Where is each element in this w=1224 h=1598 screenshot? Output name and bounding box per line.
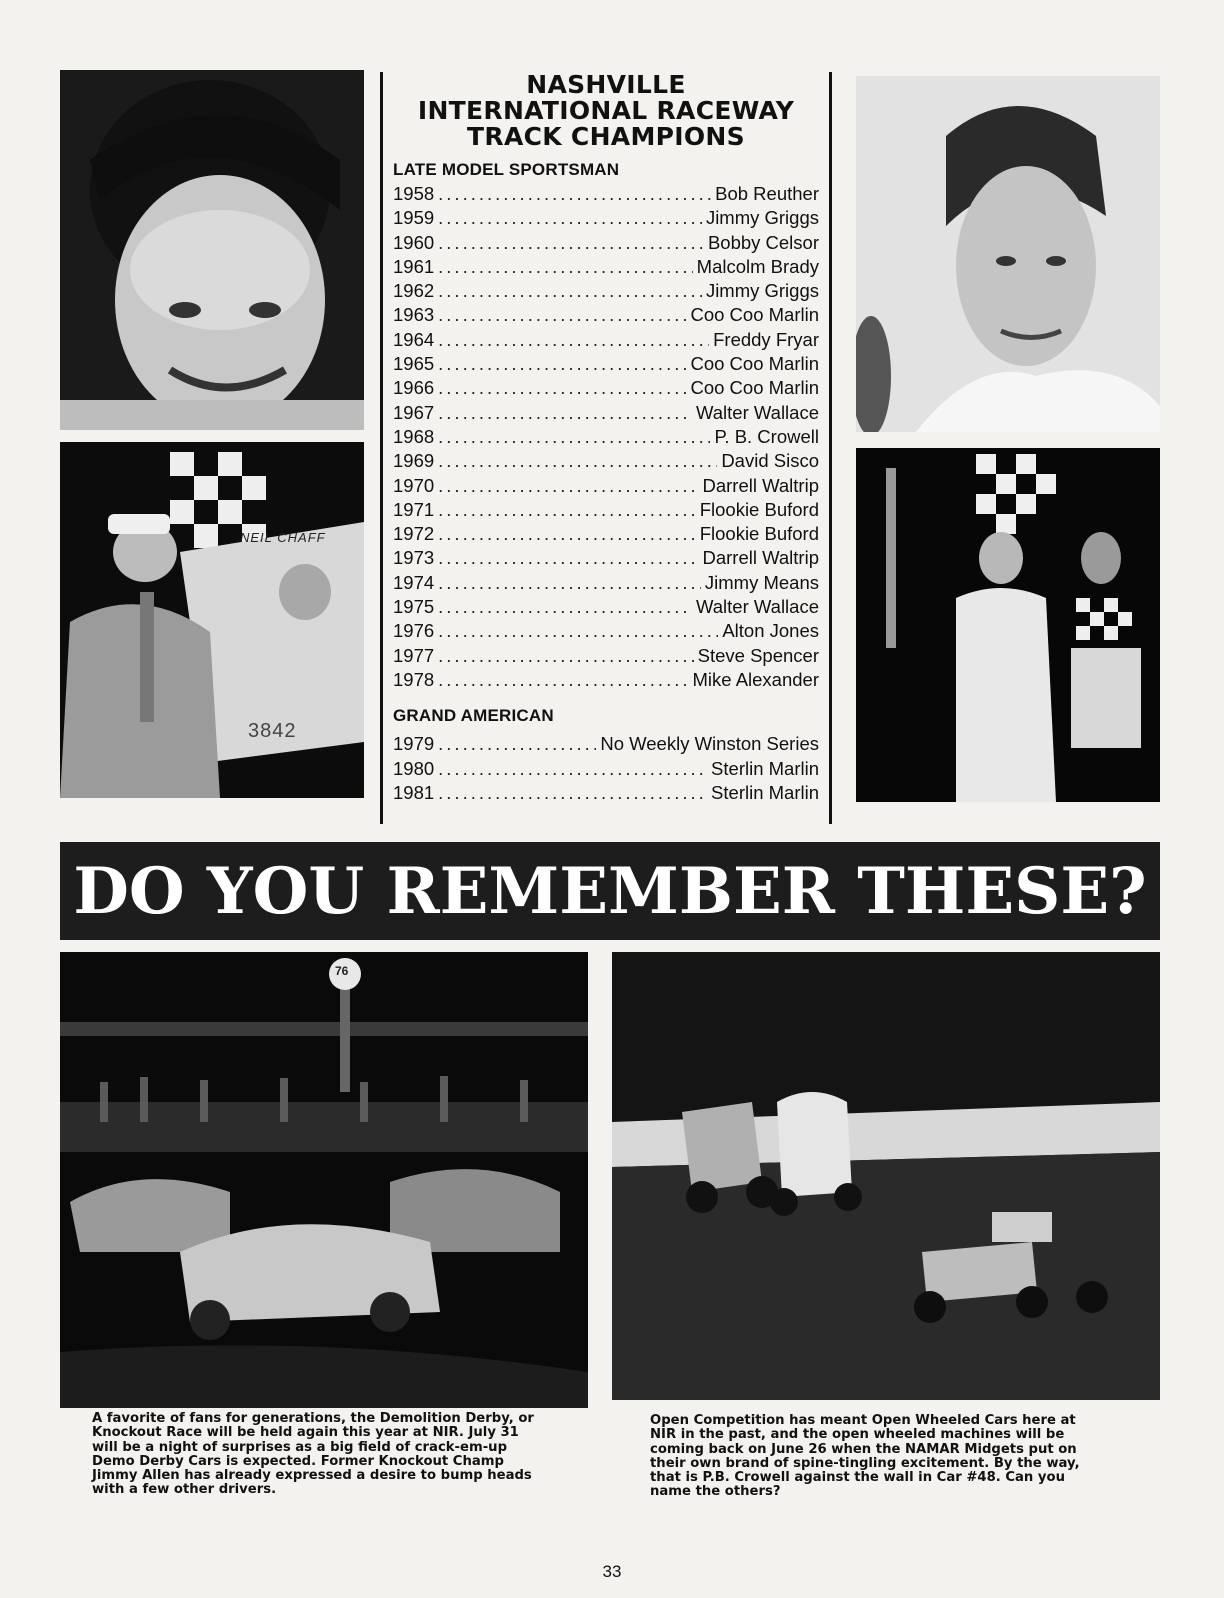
portrait-left-art (60, 70, 364, 430)
caption-right-line: coming back on June 26 when the NAMAR Midgets put on (650, 1441, 1077, 1457)
champion-name: Flookie Buford (699, 498, 819, 520)
champion-year: 1966 (393, 377, 435, 399)
leader-dots (438, 644, 693, 668)
champion-name: Bobby Celsor (707, 231, 819, 253)
caption-right-line: Open Competition has meant Open Wheeled Cars here at (650, 1413, 1076, 1428)
photo-demolition-derby (60, 952, 588, 1408)
champion-name: Malcolm Brady (696, 255, 819, 277)
track-champions-panel (380, 72, 832, 824)
champions-title (393, 72, 819, 150)
champion-row (393, 474, 819, 498)
caption-right-line: their own brand of spine-tingling excitement. By the way, (650, 1455, 1080, 1471)
caption-left-line: Demo Derby Cars is expected. Former Knockout Champ (92, 1453, 504, 1469)
winner-photo-art (60, 442, 364, 798)
leader-dots (438, 571, 701, 595)
champion-name: Coo Coo Marlin (690, 353, 819, 375)
champion-row (393, 732, 819, 756)
leader-dots (438, 255, 693, 279)
champion-row (393, 425, 819, 449)
leader-dots (438, 206, 702, 230)
champion-name: Darrell Waltrip (702, 547, 819, 569)
caption-right-line: that is P.B. Crowell against the wall in Car #48. Can you (650, 1470, 1065, 1486)
champion-name: David Sisco (721, 450, 819, 472)
grand-american-champions-list (393, 732, 819, 805)
champion-row (393, 303, 819, 327)
car-door-lettering: NEIL CHAFF (240, 530, 326, 545)
late-model-champions-list (393, 182, 819, 692)
leader-dots (438, 401, 692, 425)
champion-year: 1977 (393, 644, 435, 666)
champion-year: 1974 (393, 571, 435, 593)
champion-year: 1978 (393, 668, 435, 690)
demolition-derby-art (60, 952, 588, 1408)
champion-name: Jimmy Means (704, 571, 819, 593)
champion-row (393, 182, 819, 206)
photo-open-wheel-cars (612, 952, 1160, 1400)
champion-year: 1958 (393, 183, 435, 204)
champion-name: Sterlin Marlin (711, 781, 819, 803)
champion-row (393, 449, 819, 473)
portrait-right-art (856, 76, 1160, 432)
champion-year: 1962 (393, 280, 435, 302)
champion-name: Bob Reuther (715, 183, 819, 204)
leader-dots (438, 231, 704, 255)
caption-left-line: with a few other drivers. (92, 1482, 277, 1498)
champion-row (393, 376, 819, 400)
leader-dots (438, 781, 707, 805)
champion-row (393, 522, 819, 546)
late-model-heading: LATE MODEL SPORTSMAN (393, 160, 620, 179)
leader-dots (438, 279, 702, 303)
caption-left-line: will be a night of surprises as a big field of crack-em-up (92, 1439, 508, 1455)
champion-row (393, 352, 819, 376)
leader-dots (438, 425, 710, 449)
leader-dots (438, 352, 686, 376)
champion-name: Mike Alexander (692, 668, 819, 690)
open-wheel-cars-art (612, 952, 1160, 1400)
champion-name: Sterlin Marlin (711, 757, 819, 779)
caption-demolition-derby (92, 1412, 562, 1498)
photo-driver-portrait-left (60, 70, 364, 430)
champions-title-line-2: INTERNATIONAL RACEWAY (417, 96, 795, 125)
caption-right-line: name the others? (650, 1484, 781, 1500)
champion-name: Walter Wallace (695, 596, 819, 618)
champion-row (393, 619, 819, 643)
champion-year: 1964 (393, 328, 435, 350)
car-number-lettering: 3842 (248, 720, 297, 742)
champion-year: 1973 (393, 547, 435, 569)
champion-name: Coo Coo Marlin (690, 377, 819, 399)
champion-year: 1965 (393, 353, 435, 375)
champion-year: 1968 (393, 425, 435, 447)
champion-row (393, 595, 819, 619)
caption-open-wheel-cars (650, 1414, 1120, 1500)
champion-year: 1979 (393, 733, 435, 755)
leader-dots (438, 449, 717, 473)
photo-winner-with-trophy (60, 442, 364, 798)
leader-dots (438, 474, 698, 498)
champion-row (393, 668, 819, 692)
champion-name: Alton Jones (722, 620, 819, 642)
caption-left-line: Knockout Race will be held again this year at NIR. July 31 (92, 1425, 519, 1441)
caption-right-line: NIR in the past, and the open wheeled machines will be (650, 1427, 1065, 1443)
leader-dots (438, 619, 718, 643)
leader-dots (438, 757, 707, 781)
champion-year: 1975 (393, 596, 435, 618)
champion-row (393, 571, 819, 595)
champion-name: Jimmy Griggs (705, 207, 819, 229)
champion-row (393, 401, 819, 425)
leader-dots (438, 303, 686, 327)
leader-dots (438, 328, 709, 352)
champion-year: 1976 (393, 620, 435, 642)
champions-title-line-1: NASHVILLE (526, 70, 686, 99)
champion-year: 1960 (393, 231, 435, 253)
champion-year: 1970 (393, 474, 435, 496)
champion-row (393, 644, 819, 668)
caption-left-line: Jimmy Allen has already expressed a desire to bump heads (92, 1468, 532, 1484)
leader-dots (438, 498, 696, 522)
sign-number: 76 (335, 964, 349, 978)
champion-year: 1963 (393, 304, 435, 326)
champion-year: 1972 (393, 523, 435, 545)
champion-name: Flookie Buford (699, 523, 819, 545)
champion-year: 1969 (393, 450, 435, 472)
champion-row (393, 279, 819, 303)
photo-driver-portrait-right (856, 76, 1160, 432)
champions-title-line-3: TRACK CHAMPIONS (467, 122, 745, 151)
champion-row (393, 498, 819, 522)
champion-year: 1971 (393, 498, 435, 520)
leader-dots (438, 732, 596, 756)
champion-row (393, 328, 819, 352)
champion-name: Walter Wallace (695, 401, 819, 423)
champion-row (393, 206, 819, 230)
leader-dots (438, 668, 688, 692)
champion-year: 1959 (393, 207, 435, 229)
champion-name: Darrell Waltrip (702, 474, 819, 496)
champion-year: 1967 (393, 401, 435, 423)
caption-left-line: A favorite of fans for generations, the Demolition Derby, or (92, 1411, 534, 1426)
do-you-remember-these-banner: DO YOU REMEMBER THESE? (60, 842, 1160, 940)
page-number: 33 (602, 1562, 622, 1581)
champion-name: Coo Coo Marlin (690, 304, 819, 326)
champion-name: P. B. Crowell (714, 425, 819, 447)
leader-dots (438, 546, 698, 570)
champion-row (393, 781, 819, 805)
champion-row (393, 255, 819, 279)
leader-dots (438, 376, 686, 400)
champion-name: No Weekly Winston Series (600, 733, 819, 755)
champion-name: Freddy Fryar (713, 328, 819, 350)
champion-year: 1980 (393, 757, 435, 779)
champion-row (393, 546, 819, 570)
leader-dots (438, 522, 696, 546)
champion-row (393, 757, 819, 781)
winner-trophy-girl-art (856, 448, 1160, 802)
champion-year: 1961 (393, 255, 435, 277)
leader-dots (438, 182, 711, 206)
champion-name: Steve Spencer (697, 644, 819, 666)
champion-name: Jimmy Griggs (705, 280, 819, 302)
grand-american-heading: GRAND AMERICAN (393, 706, 554, 726)
champion-year: 1981 (393, 781, 435, 803)
leader-dots (438, 595, 692, 619)
champion-row (393, 231, 819, 255)
photo-winner-with-trophy-girl (856, 448, 1160, 802)
